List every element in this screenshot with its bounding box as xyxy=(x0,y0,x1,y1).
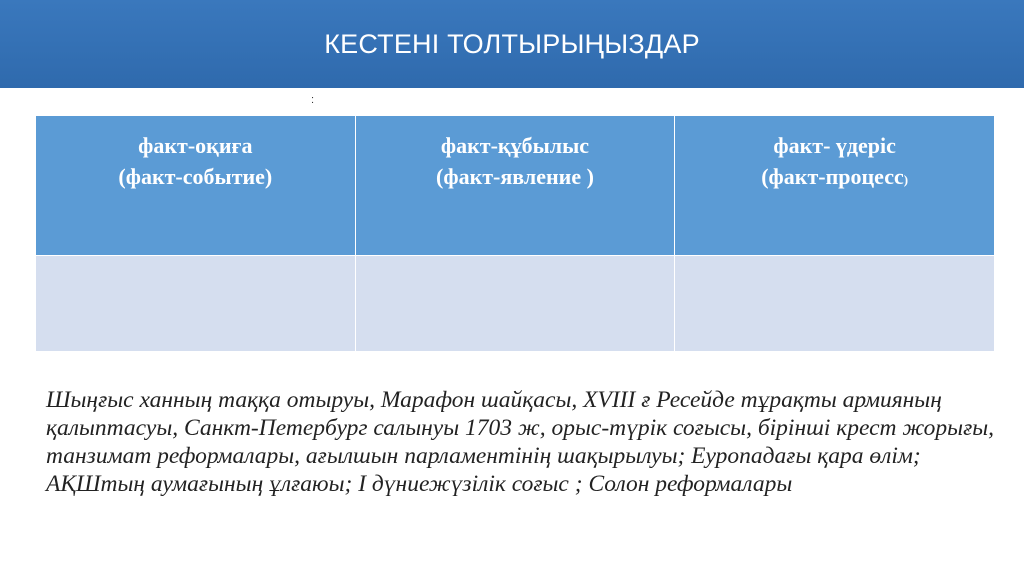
header-phenomenon-line2: (факт-явление ) xyxy=(436,164,594,189)
facts-list-text: Шыңғыс ханның таққа отыруы, Марафон шайқасы, XVIII ғ Ресейде тұрақты армияның қалыптасуы, Санкт-Петербург салынуы 1703 ж, орыс-түрік соғысы, бірінші крест жорығы, танзимат реформалары, ағылшын парламентінің шақырылуы; Еуропадағы қара өлім; АҚШтың аумағының ұлғаюы; І дүниежүзілік соғыс ; Солон реформалары xyxy=(46,387,995,497)
header-process-suffix: ) xyxy=(903,172,909,187)
table-cell-phenomenon[interactable] xyxy=(355,256,675,352)
header-event-line2: (факт-событие) xyxy=(118,164,273,189)
header-process-line2-wrap xyxy=(676,161,993,195)
colon-mark: : xyxy=(311,94,315,106)
table-cell-process[interactable] xyxy=(675,256,995,352)
header-cell-process xyxy=(675,116,995,256)
fact-table xyxy=(35,115,995,352)
header-cell-event xyxy=(36,116,356,256)
header-phenomenon-line1: факт-құбылыс xyxy=(440,133,590,158)
table-cell-event[interactable] xyxy=(36,256,356,352)
header-event-line1: факт-оқиға xyxy=(138,133,253,158)
table-row xyxy=(36,256,995,352)
header-cell-phenomenon xyxy=(355,116,675,256)
table-header-row xyxy=(36,116,995,256)
slide-title: КЕСТЕНІ ТОЛТЫРЫҢЫЗДАР xyxy=(324,28,700,59)
title-bar xyxy=(0,0,1024,88)
header-process-line2: (факт-процесс xyxy=(761,164,904,189)
header-process-line1: факт- үдеріс xyxy=(773,133,896,158)
